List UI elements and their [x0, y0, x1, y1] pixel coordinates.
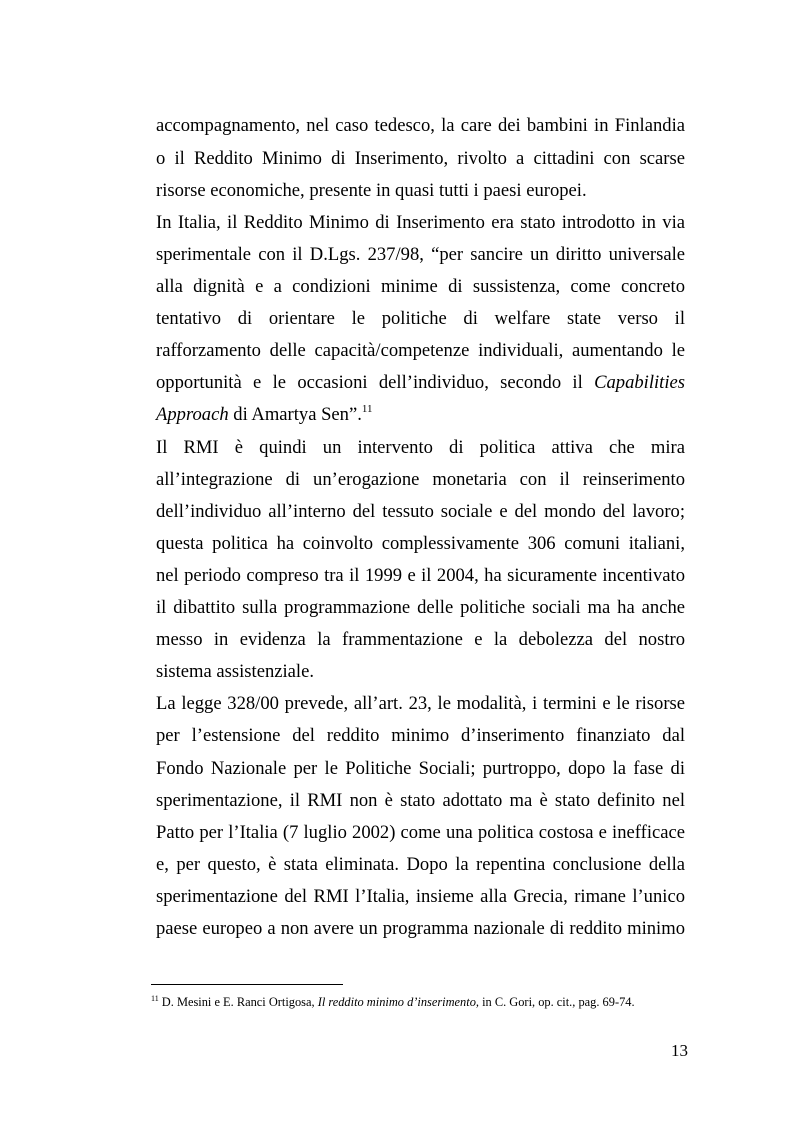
- body-line: sperimentale con il D.Lgs. 237/98, “per sancire un diritto universale: [156, 244, 685, 265]
- body-line: sperimentazione, il RMI non è stato adottato ma è stato definito nel: [156, 790, 685, 811]
- body-line: tentativo di orientare le politiche di welfare state verso il: [156, 308, 685, 329]
- footnote-citation: in C. Gori, op. cit., pag. 69-74.: [479, 995, 635, 1009]
- italic-term: Capabilities: [594, 372, 686, 393]
- body-line: questa politica ha coinvolto complessivamente 306 comuni italiani,: [156, 533, 685, 554]
- footnote-separator: [151, 984, 343, 985]
- body-line: La legge 328/00 prevede, all’art. 23, le modalità, i termini e le risorse: [156, 693, 685, 714]
- body-line: messo in evidenza la frammentazione e la debolezza del nostro: [156, 629, 685, 650]
- body-line: sistema assistenziale.: [156, 661, 315, 682]
- body-line: per l’estensione del reddito minimo d’inserimento finanziato dal: [156, 725, 685, 746]
- body-line: Fondo Nazionale per le Politiche Sociali; purtroppo, dopo la fase di: [156, 758, 685, 779]
- footnote: [151, 994, 711, 1010]
- body-line: In Italia, il Reddito Minimo di Inserimento era stato introdotto in via: [156, 212, 685, 233]
- body-line: o il Reddito Minimo di Inserimento, rivolto a cittadini con scarse: [156, 148, 685, 169]
- body-line: nel periodo compreso tra il 1999 e il 2004, ha sicuramente incentivato: [156, 565, 685, 586]
- body-line: [156, 372, 685, 394]
- footnote-number: 11: [151, 994, 159, 1003]
- body-line: risorse economiche, presente in quasi tutti i paesi europei.: [156, 180, 587, 201]
- page-number: 13: [671, 1041, 688, 1060]
- footnote-title: Il reddito minimo d’inserimento,: [317, 995, 479, 1009]
- body-line: sperimentazione del RMI l’Italia, insieme alla Grecia, rimane l’unico: [156, 886, 685, 907]
- body-line: paese europeo a non avere un programma nazionale di reddito minimo: [156, 918, 685, 939]
- body-line: Patto per l’Italia (7 luglio 2002) come una politica costosa e inefficace: [156, 822, 685, 843]
- body-line: accompagnamento, nel caso tedesco, la care dei bambini in Finlandia: [156, 115, 685, 136]
- body-line-text: di Amartya Sen”.: [228, 404, 362, 425]
- body-line: alla dignità e a condizioni minime di sussistenza, come concreto: [156, 276, 685, 297]
- body-line: dell’individuo all’interno del tessuto sociale e del mondo del lavoro;: [156, 501, 685, 522]
- body-line: all’integrazione di un’erogazione monetaria con il reinserimento: [156, 469, 685, 490]
- body-line: rafforzamento delle capacità/competenze individuali, aumentando le: [156, 340, 685, 361]
- footnote-reference: 11: [361, 403, 373, 415]
- body-line: [156, 404, 685, 426]
- italic-term: Approach: [156, 404, 229, 425]
- footnote-authors: D. Mesini e E. Ranci Ortigosa,: [158, 995, 318, 1009]
- body-line-text: opportunità e le occasioni dell’individuo, secondo il: [156, 372, 583, 393]
- body-line: e, per questo, è stata eliminata. Dopo la repentina conclusione della: [156, 854, 685, 875]
- body-line: il dibattito sulla programmazione delle politiche sociali ma ha anche: [156, 597, 685, 618]
- body-line: Il RMI è quindi un intervento di politica attiva che mira: [156, 437, 685, 458]
